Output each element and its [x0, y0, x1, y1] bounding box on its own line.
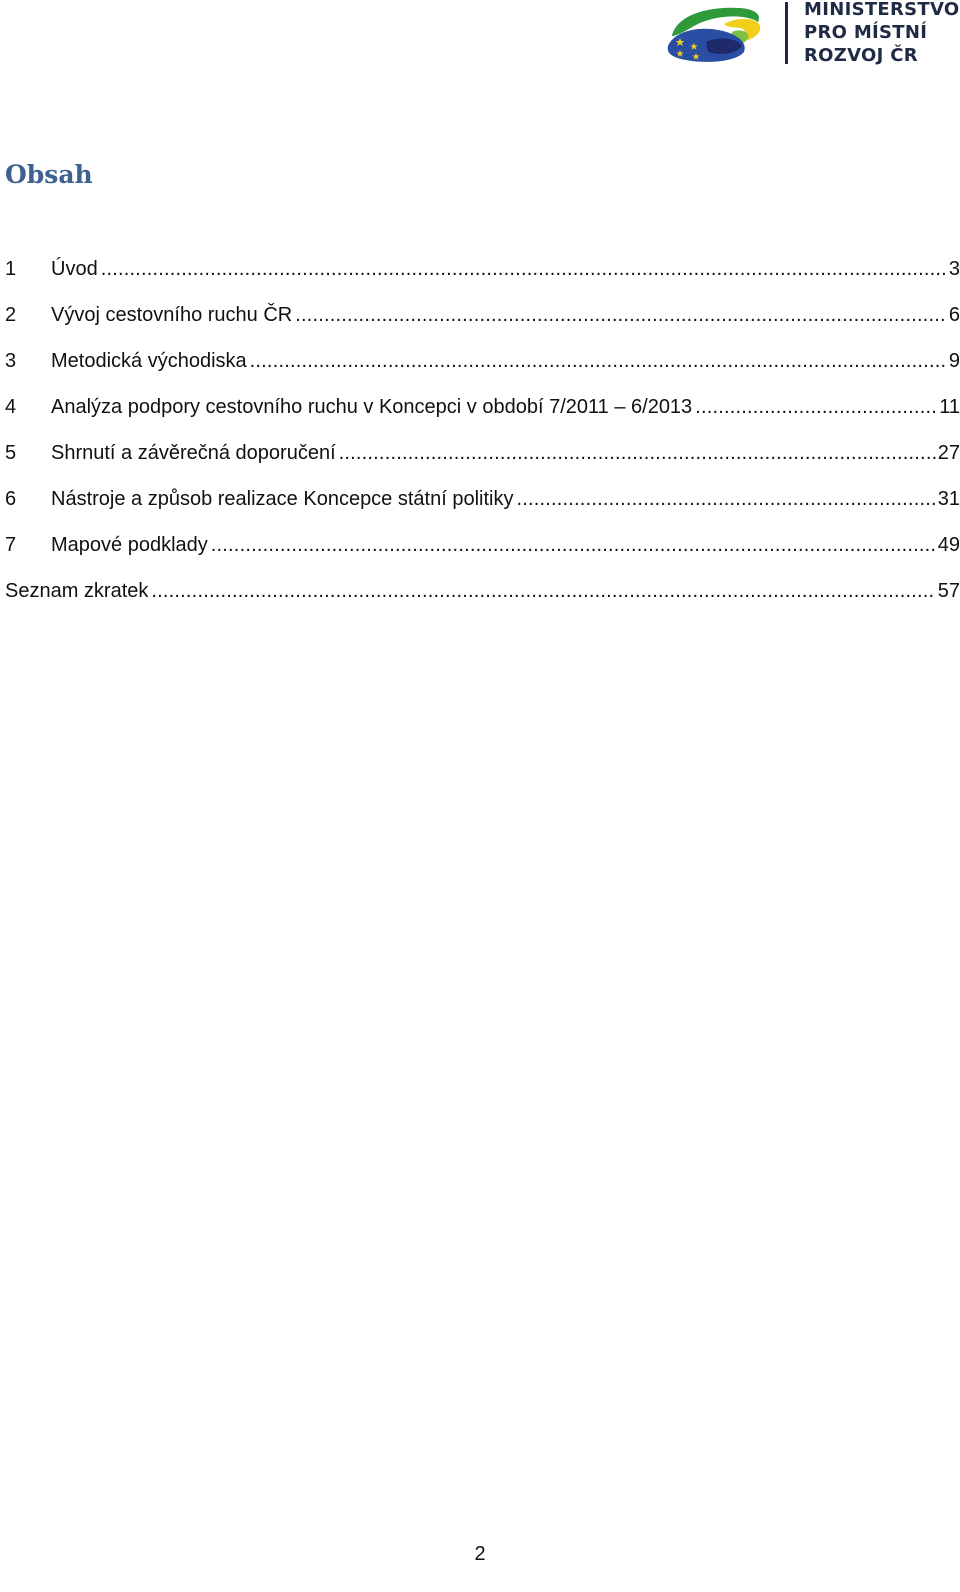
toc-entry-abbreviations[interactable]: [5, 578, 960, 624]
toc-dot-leader: [695, 394, 937, 420]
toc-entry-title: Analýza podpory cestovního ruchu v Koncepci v období 7/2011 – 6/2013: [51, 396, 693, 418]
toc-entry-title: Mapové podklady: [51, 534, 208, 556]
toc-entry-1[interactable]: [5, 256, 960, 302]
toc-entry-page: 49: [937, 534, 960, 556]
toc-dot-leader: [295, 302, 947, 328]
toc-entry-page: 9: [948, 350, 960, 372]
toc-entry-page: 3: [948, 258, 960, 280]
toc-dot-leader: [211, 532, 936, 558]
logo-line-1: MINISTERSTVO: [804, 0, 960, 20]
toc-entry-6[interactable]: [5, 486, 960, 532]
toc-entry-title: Vývoj cestovního ruchu ČR: [51, 304, 293, 326]
toc-dot-leader: [339, 440, 936, 466]
logo-line-2: PRO MÍSTNÍ: [804, 22, 928, 43]
table-of-contents: [5, 256, 960, 624]
ministry-logo: [666, 0, 960, 70]
logo-line-3: ROZVOJ ČR: [804, 45, 918, 66]
toc-entry-4[interactable]: [5, 394, 960, 440]
toc-entry-7[interactable]: [5, 532, 960, 578]
toc-entry-page: 11: [939, 396, 960, 418]
toc-entry-2[interactable]: [5, 302, 960, 348]
logo-divider: [785, 2, 788, 64]
toc-entry-title: Seznam zkratek: [5, 580, 149, 602]
toc-entry-number: 1: [5, 258, 17, 280]
toc-entry-page: 31: [937, 488, 960, 510]
toc-dot-leader: [151, 578, 935, 604]
toc-dot-leader: [250, 348, 947, 374]
toc-entry-title: Metodická východiska: [51, 350, 247, 372]
toc-dot-leader: [516, 486, 935, 512]
eu-stars-swoosh-icon: [666, 2, 770, 64]
toc-entry-page: 6: [948, 304, 960, 326]
toc-entry-number: 6: [5, 488, 17, 510]
toc-entry-number: 2: [5, 304, 17, 326]
page-number: 2: [474, 1543, 486, 1565]
toc-entry-number: 3: [5, 350, 17, 372]
toc-entry-3[interactable]: [5, 348, 960, 394]
toc-entry-title: Nástroje a způsob realizace Koncepce státní politiky: [51, 488, 514, 510]
logo-wordmark: [804, 0, 960, 67]
toc-entry-title: Úvod: [51, 258, 98, 280]
toc-entry-number: 4: [5, 396, 17, 418]
toc-heading: Obsah: [5, 160, 93, 189]
toc-entry-page: 27: [937, 442, 960, 464]
toc-entry-title: Shrnutí a závěrečná doporučení: [51, 442, 336, 464]
toc-entry-page: 57: [937, 580, 960, 602]
toc-entry-5[interactable]: [5, 440, 960, 486]
toc-dot-leader: [101, 256, 947, 282]
toc-entry-number: 5: [5, 442, 17, 464]
toc-entry-number: 7: [5, 534, 17, 556]
